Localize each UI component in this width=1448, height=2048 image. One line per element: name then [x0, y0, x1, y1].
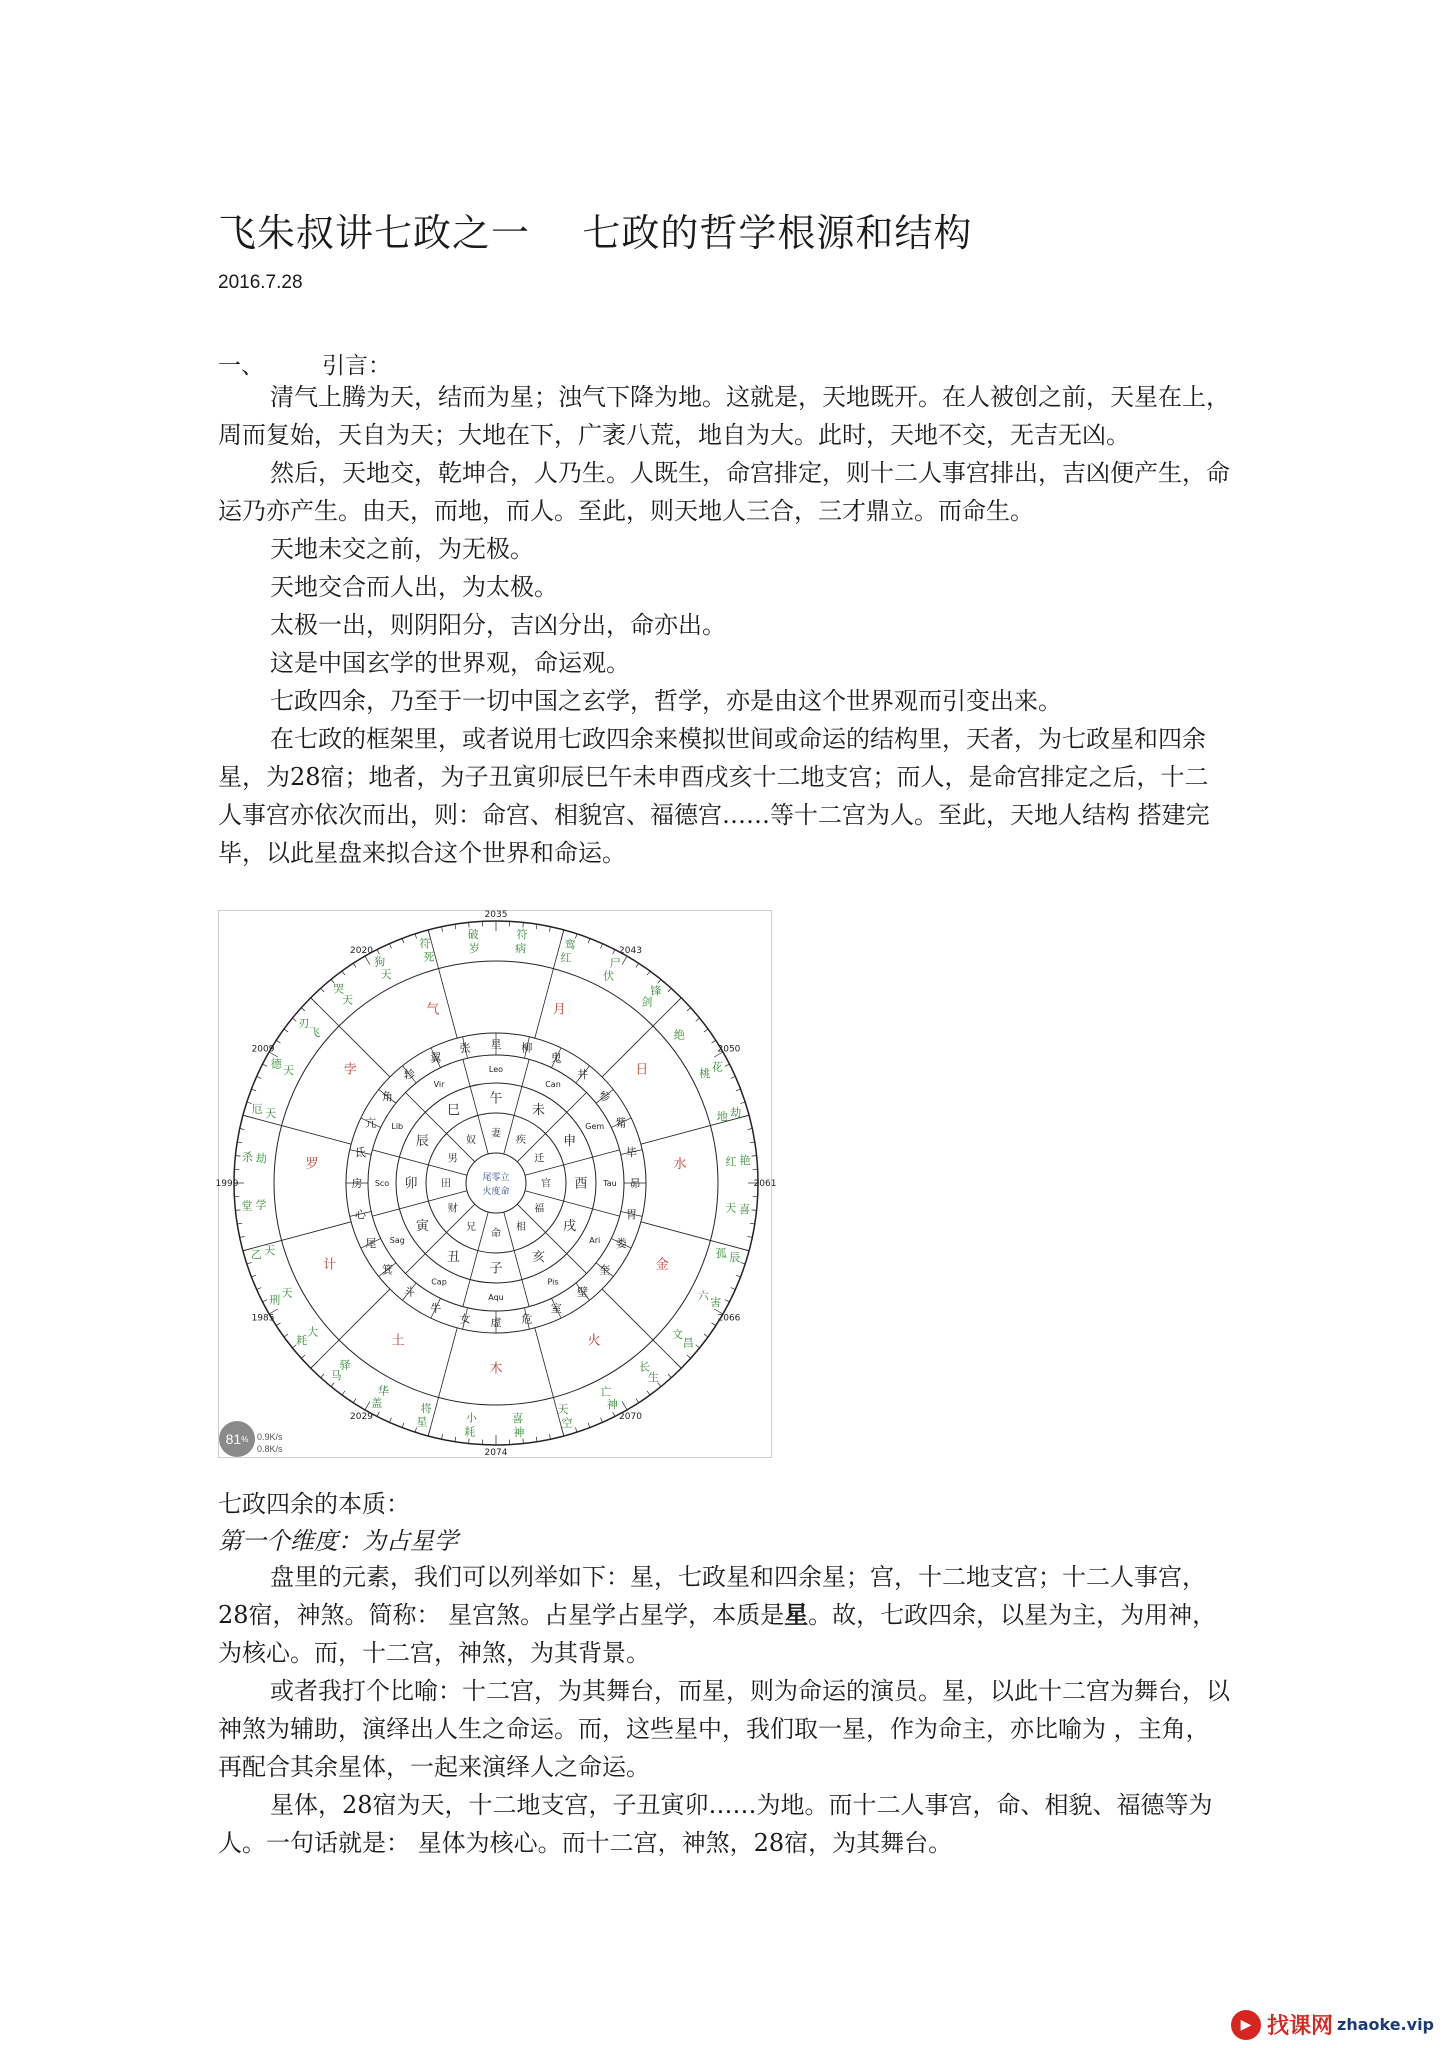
- mansion-label: 箕: [381, 1263, 393, 1277]
- outer-label: 将: [420, 1402, 432, 1416]
- tick-mark: [687, 1008, 691, 1011]
- site-watermark: [1231, 2009, 1434, 2040]
- outer-label: 锋: [650, 984, 662, 998]
- center-label: 火度命: [482, 1187, 510, 1198]
- section-heading: [218, 347, 391, 380]
- tick-mark: [284, 1334, 288, 1337]
- document-date: 2016.7.28: [218, 272, 303, 293]
- planet-label: 日: [635, 1062, 649, 1078]
- tick-mark: [342, 1391, 345, 1395]
- planet-label: 土: [391, 1333, 405, 1349]
- tick-mark: [353, 963, 356, 967]
- house-divider: [428, 930, 457, 1038]
- tick-mark: [321, 988, 324, 992]
- outer-label: 飞: [309, 1025, 321, 1039]
- branch-label: 酉: [574, 1176, 588, 1192]
- tick-mark: [536, 1437, 537, 1442]
- zodiac-label: Sag: [389, 1235, 405, 1245]
- tick-mark: [389, 1418, 391, 1423]
- tick-mark: [613, 1412, 615, 1416]
- tick-mark: [342, 971, 345, 975]
- outer-label: 神: [513, 1425, 525, 1439]
- mansion-label: 觜: [615, 1116, 627, 1130]
- house-label: 兄: [466, 1221, 476, 1233]
- paragraph: 然后，天地交，乾坤合，人乃生。人既生，命宫排定，则十二人事宫排出，吉凶便产生，命运乃亦产生。由天，而地，而人。至此，则天地人三合，三才鼎立。而命生。: [218, 459, 1230, 525]
- outer-label: 绝: [673, 1028, 685, 1042]
- tick-mark: [523, 1439, 524, 1444]
- tick-mark: [247, 1262, 252, 1264]
- tick-mark: [536, 924, 537, 929]
- mansion-label: 斗: [403, 1285, 415, 1299]
- outer-label: 符: [419, 937, 431, 951]
- outer-label: 喜: [739, 1202, 751, 1216]
- tick-mark: [752, 1156, 757, 1157]
- outer-label: 红: [560, 951, 572, 965]
- house-divider: [535, 1328, 564, 1436]
- tick-mark: [647, 1391, 650, 1395]
- zodiac-label: Can: [545, 1080, 561, 1090]
- house-label: 财: [447, 1203, 458, 1215]
- outer-label: 堂: [241, 1199, 253, 1213]
- tick-mark: [523, 922, 524, 927]
- tick-mark: [740, 1262, 745, 1264]
- planet-label: 罗: [305, 1157, 319, 1173]
- tick-mark: [276, 1040, 280, 1043]
- tick-mark: [622, 1401, 627, 1410]
- year-label: 1985: [251, 1313, 275, 1324]
- zoom-unit: %: [241, 1434, 249, 1444]
- year-label: 2043: [619, 946, 642, 957]
- house-label: 男: [447, 1153, 458, 1165]
- paragraph: 或者我打个比喻：十二宫，为其舞台，而星，则为命运的演员。星，以此十二宫为舞台，以神煞为辅助，演绎出人生之命运。而，这些星中，我们取一星，作为命主，亦比喻为 ，主角，再配合其余星体，一起来演绎人之命运。: [218, 1677, 1230, 1781]
- outer-label: 驿: [339, 1358, 351, 1372]
- mansion-label: 星: [490, 1037, 502, 1051]
- outer-label: 杀: [241, 1150, 253, 1164]
- zodiac-label: Aqu: [488, 1292, 504, 1302]
- outer-label: 病: [515, 942, 527, 956]
- outer-label: 狗: [374, 955, 386, 969]
- branch-label: 寅: [415, 1219, 429, 1235]
- branch-label: 午: [489, 1091, 503, 1107]
- tick-mark: [415, 934, 417, 939]
- year-label: 2029: [350, 1412, 373, 1423]
- year-label: 2061: [753, 1179, 777, 1190]
- outer-label: 生: [647, 1371, 659, 1385]
- house-divider: [641, 1222, 749, 1251]
- tick-mark: [712, 1323, 716, 1326]
- tick-mark: [257, 1288, 262, 1290]
- tick-mark: [750, 1142, 755, 1143]
- zodiac-label: Cap: [431, 1277, 447, 1287]
- tick-mark: [469, 1439, 470, 1444]
- outer-label: 地: [716, 1109, 728, 1123]
- tick-mark: [588, 938, 590, 943]
- outer-label: 辰: [729, 1250, 741, 1264]
- tick-mark: [549, 1434, 550, 1439]
- outer-label: 天: [380, 967, 392, 981]
- section-title: 引言：: [322, 353, 391, 379]
- outer-label: 破: [467, 927, 479, 941]
- mansion-label: 氐: [354, 1145, 366, 1159]
- outer-label: 乙: [250, 1247, 262, 1261]
- paragraph: 在七政的框架里，或者说用七政四余来模拟世间或命运的结构里，天者，为七政星和四余星，为28宿；地者，为子丑寅卯辰巳午未申酉戌亥十二地支宫；而人，是命宫排定之后，十二人事宫亦依次而出，则：命宫、相貌宫、福德宫……等十二宫为人。至此，天地人结构 搭建完毕，以此星盘来拟合这个世界和命运。: [218, 725, 1210, 867]
- outer-label: 天: [283, 1064, 295, 1078]
- zodiac-label: Tau: [603, 1178, 617, 1188]
- year-label: 2050: [717, 1044, 741, 1055]
- outer-label: 刃: [298, 1016, 310, 1030]
- planet-label: 火: [587, 1333, 601, 1349]
- mansion-label: 室: [550, 1302, 562, 1316]
- zodiac-label: Ari: [589, 1235, 601, 1245]
- tick-mark: [668, 1374, 671, 1378]
- tick-mark: [301, 1355, 305, 1358]
- tick-mark: [235, 1210, 240, 1211]
- tick-mark: [442, 1434, 443, 1439]
- house-label: 福: [534, 1203, 545, 1215]
- year-label: 2035: [484, 910, 508, 921]
- outer-label: 岁: [468, 941, 480, 955]
- outer-label: 大: [307, 1325, 319, 1339]
- branch-label: 未: [531, 1102, 546, 1118]
- outer-label: 尸: [609, 957, 621, 971]
- tick-mark: [725, 1300, 729, 1302]
- nature-text: [218, 1558, 1230, 1862]
- tick-mark: [696, 1345, 700, 1348]
- paragraph-text: 。故，七政四余，以星为主，为用神，为核心。而，十二宫，神煞，为其背景。: [218, 1601, 1217, 1667]
- zodiac-label: Pis: [547, 1277, 559, 1287]
- tick-mark: [725, 1064, 729, 1066]
- mansion-label: 危: [521, 1312, 533, 1326]
- branch-label: 子: [489, 1261, 503, 1277]
- house-divider: [428, 1328, 457, 1436]
- planet-label: 木: [489, 1361, 503, 1377]
- house-label: 疾: [516, 1135, 526, 1147]
- mansion-label: 张: [459, 1041, 471, 1055]
- year-label: 2009: [251, 1044, 275, 1055]
- outer-label: 耗: [296, 1334, 308, 1348]
- house-label: 官: [541, 1178, 551, 1190]
- zoom-indicator: [219, 1421, 255, 1457]
- outer-label: 德: [270, 1057, 282, 1071]
- tick-mark: [712, 1040, 716, 1043]
- planet-label: 金: [655, 1257, 669, 1273]
- mansion-label: 角: [381, 1090, 393, 1104]
- branch-divider: [517, 1092, 586, 1161]
- tick-mark: [704, 1334, 708, 1337]
- outer-label: 空: [561, 1416, 573, 1430]
- outer-label: 哭: [333, 982, 345, 996]
- mansion-label: 娄: [615, 1237, 627, 1251]
- tick-mark: [752, 1210, 757, 1211]
- tick-mark: [601, 1418, 603, 1423]
- year-label: 2074: [484, 1448, 508, 1459]
- tick-mark: [442, 927, 443, 932]
- branch-divider: [517, 1204, 586, 1273]
- tick-mark: [240, 1129, 245, 1130]
- zodiac-label: Sco: [374, 1178, 390, 1188]
- tick-mark: [613, 950, 615, 954]
- tick-mark: [389, 944, 391, 949]
- outer-label: 鸾: [564, 938, 576, 952]
- tick-mark: [263, 1300, 267, 1302]
- outer-label: 喜: [512, 1411, 524, 1425]
- paragraph: 天地交合而人出，为太极。: [270, 573, 558, 601]
- planet-label: 计: [323, 1257, 337, 1273]
- tick-mark: [731, 1076, 736, 1078]
- tick-mark: [704, 1029, 708, 1032]
- tick-mark: [736, 1089, 741, 1091]
- tick-mark: [235, 1156, 240, 1157]
- paragraph: 清气上腾为天，结而为星；浊气下降为地。这就是，天地既开。在人被创之前，天星在上，周而复始，天自为天；大地在下，广袤八荒，地自为大。此时，天地不交，无吉无凶。: [218, 383, 1230, 449]
- outer-label: 天: [341, 993, 353, 1007]
- outer-label: 星: [416, 1415, 428, 1429]
- mansion-label: 奎: [599, 1263, 611, 1277]
- center-label: 尾零立: [482, 1173, 510, 1184]
- tick-mark: [377, 1412, 379, 1416]
- paragraph: 七政四余，乃至于一切中国之玄学，哲学，亦是由这个世界观而引变出来。: [270, 687, 1062, 715]
- speed-stat-1: 0.9K/s: [257, 1432, 283, 1442]
- tick-mark: [647, 971, 650, 975]
- paragraph: 天地未交之前，为无极。: [270, 535, 534, 563]
- astrology-chart-image: [215, 910, 777, 1459]
- bold-term: 星: [784, 1600, 809, 1629]
- outer-label: 昌: [682, 1336, 694, 1350]
- outer-label: 害: [710, 1296, 722, 1310]
- outer-label: 盖: [371, 1396, 383, 1410]
- zodiac-label: Gem: [585, 1121, 605, 1131]
- watermark-name: 找课网: [1266, 2014, 1333, 2039]
- mansion-label: 房: [351, 1176, 363, 1190]
- outer-label: 耗: [464, 1425, 476, 1439]
- planet-label: 孛: [343, 1062, 357, 1078]
- paragraph: 这是中国玄学的世界观，命运观。: [270, 649, 630, 677]
- outer-label: 天: [557, 1403, 569, 1417]
- year-label: 2066: [717, 1313, 741, 1324]
- branch-divider: [405, 1092, 474, 1161]
- tick-mark: [365, 1401, 370, 1410]
- outer-label: 天: [725, 1201, 737, 1215]
- house-label: 奴: [466, 1135, 476, 1147]
- mansion-label: 轸: [403, 1068, 415, 1082]
- tick-mark: [301, 1008, 305, 1011]
- tick-mark: [276, 1323, 280, 1326]
- tick-mark: [257, 1076, 262, 1078]
- zoom-value: 81: [225, 1431, 242, 1447]
- dimension-heading: 第一个维度：为占星学: [218, 1527, 458, 1555]
- outer-label: 桃: [699, 1066, 711, 1080]
- tick-mark: [575, 1427, 577, 1432]
- planet-label: 水: [673, 1157, 687, 1173]
- tick-mark: [284, 1029, 288, 1032]
- tick-mark: [251, 1275, 256, 1277]
- branch-label: 申: [563, 1134, 577, 1150]
- section-number: 一、: [218, 353, 264, 379]
- house-label: 迁: [534, 1153, 545, 1165]
- house-label: 命: [491, 1228, 501, 1240]
- zodiac-label: Leo: [488, 1064, 504, 1074]
- house-label: 田: [441, 1178, 451, 1190]
- house-label: 相: [516, 1221, 526, 1233]
- zodiac-label: Vir: [433, 1080, 445, 1090]
- mansion-label: 鬼: [550, 1051, 562, 1065]
- house-divider: [535, 930, 564, 1038]
- branch-divider: [405, 1204, 474, 1273]
- paragraph-text: 盘里的元素，我们可以列举如下：星，七政星和四余星；宫，十二地支宫；十二人事宫，28宿，神煞。简称： 星宫煞。占星学占星学，本质是: [218, 1563, 1206, 1629]
- tick-mark: [251, 1089, 256, 1091]
- mansion-label: 柳: [521, 1041, 533, 1055]
- star-chart: [215, 910, 777, 1459]
- paragraph: [218, 1558, 1230, 1672]
- tick-mark: [622, 956, 627, 965]
- zodiac-label: Lib: [391, 1121, 404, 1131]
- document-title: 飞朱叔讲七政之一 七政的哲学根源和结构: [218, 211, 973, 255]
- tick-mark: [750, 1223, 755, 1224]
- tick-mark: [237, 1223, 242, 1224]
- mansion-label: 牛: [430, 1302, 442, 1316]
- year-label: 1999: [215, 1179, 239, 1190]
- outer-label: 艳: [739, 1153, 751, 1167]
- outer-label: 亡: [600, 1385, 612, 1399]
- tick-mark: [353, 1399, 356, 1403]
- mansion-label: 心: [354, 1207, 366, 1221]
- outer-label: 长: [639, 1360, 651, 1374]
- play-icon: ▶: [1231, 2010, 1261, 2040]
- outer-label: 符: [516, 928, 528, 942]
- tick-mark: [731, 1288, 736, 1290]
- year-label: 2020: [350, 946, 373, 957]
- tick-mark: [292, 1018, 296, 1021]
- outer-label: 马: [330, 1369, 342, 1383]
- house-label: 妻: [491, 1128, 501, 1140]
- tick-mark: [455, 1437, 456, 1442]
- outer-label: 神: [606, 1398, 618, 1412]
- tick-mark: [747, 1129, 752, 1130]
- mansion-label: 胃: [626, 1207, 638, 1221]
- mansion-label: 翼: [430, 1051, 442, 1065]
- tick-mark: [736, 1275, 741, 1277]
- house-divider: [602, 1289, 681, 1368]
- planet-label: 月: [552, 1002, 566, 1018]
- tick-mark: [455, 924, 456, 929]
- house-divider: [243, 1115, 351, 1144]
- house-divider: [311, 1289, 390, 1368]
- speed-stats: [257, 1431, 283, 1455]
- outer-label: 剑: [641, 995, 653, 1009]
- outer-label: 学: [255, 1198, 267, 1212]
- year-label: 2070: [619, 1412, 642, 1423]
- paragraph: 太极一出，则阴阳分，吉凶分出，命亦出。: [270, 611, 726, 639]
- tick-mark: [469, 922, 470, 927]
- tick-mark: [549, 927, 550, 932]
- mansion-label: 毕: [626, 1145, 638, 1159]
- outer-label: 文: [671, 1327, 683, 1341]
- branch-label: 丑: [446, 1250, 461, 1266]
- mansion-label: 虚: [490, 1315, 502, 1329]
- tick-mark: [240, 1236, 245, 1237]
- tick-mark: [331, 1383, 334, 1387]
- mansion-label: 尾: [365, 1237, 377, 1251]
- outer-label: 天: [265, 1106, 277, 1120]
- intro-text: [218, 378, 1230, 872]
- outer-label: 小: [465, 1411, 477, 1425]
- tick-mark: [377, 950, 379, 954]
- mansion-label: 井: [577, 1068, 589, 1082]
- outer-label: 华: [377, 1384, 389, 1398]
- branch-label: 戌: [563, 1219, 577, 1235]
- outer-label: 劫: [730, 1105, 742, 1119]
- tick-mark: [601, 944, 603, 949]
- tick-mark: [636, 1399, 639, 1403]
- mansion-label: 亢: [365, 1116, 377, 1130]
- tick-mark: [740, 1102, 745, 1104]
- outer-label: 死: [423, 950, 435, 964]
- tick-mark: [687, 1355, 691, 1358]
- outer-label: 红: [725, 1155, 737, 1169]
- tick-mark: [237, 1142, 242, 1143]
- paragraph: 星体，28宿为天，十二地支宫，子丑寅卯……为地。而十二人事宫，命、相貌、福德等为人。一句话就是： 星体为核心。而十二宫，神煞，28宿，为其舞台。: [218, 1791, 1213, 1857]
- tick-mark: [747, 1236, 752, 1237]
- mansion-label: 壁: [577, 1285, 589, 1299]
- tick-mark: [321, 1374, 324, 1378]
- outer-label: 厄: [251, 1102, 263, 1116]
- speed-stat-2: 0.8K/s: [257, 1444, 283, 1454]
- branch-label: 卯: [404, 1176, 418, 1192]
- tick-mark: [668, 988, 671, 992]
- house-divider: [243, 1222, 351, 1251]
- outer-label: 六: [697, 1289, 709, 1303]
- planet-label: 气: [426, 1002, 440, 1018]
- tick-mark: [402, 1423, 404, 1428]
- branch-label: 亥: [531, 1250, 546, 1266]
- tick-mark: [365, 956, 370, 965]
- tick-mark: [658, 979, 661, 983]
- tick-mark: [575, 934, 577, 939]
- tick-mark: [263, 1064, 267, 1066]
- outer-label: 伏: [603, 969, 615, 983]
- outer-label: 花: [711, 1060, 723, 1074]
- outer-label: 天: [264, 1243, 276, 1257]
- nature-heading: 七政四余的本质：: [218, 1490, 410, 1518]
- branch-label: 巳: [446, 1102, 461, 1118]
- mansion-label: 昴: [629, 1176, 641, 1190]
- mansion-label: 参: [599, 1090, 611, 1104]
- house-divider: [641, 1115, 749, 1144]
- tick-mark: [588, 1423, 590, 1428]
- outer-label: 劫: [255, 1152, 267, 1166]
- tick-mark: [636, 963, 639, 967]
- branch-label: 辰: [415, 1134, 429, 1150]
- outer-label: 孤: [715, 1246, 727, 1260]
- mansion-label: 女: [459, 1312, 471, 1326]
- outer-label: 天: [281, 1286, 293, 1300]
- outer-label: 刑: [269, 1293, 281, 1307]
- watermark-url: zhaoke.vip: [1337, 2015, 1434, 2034]
- tick-mark: [696, 1018, 700, 1021]
- tick-mark: [402, 938, 404, 943]
